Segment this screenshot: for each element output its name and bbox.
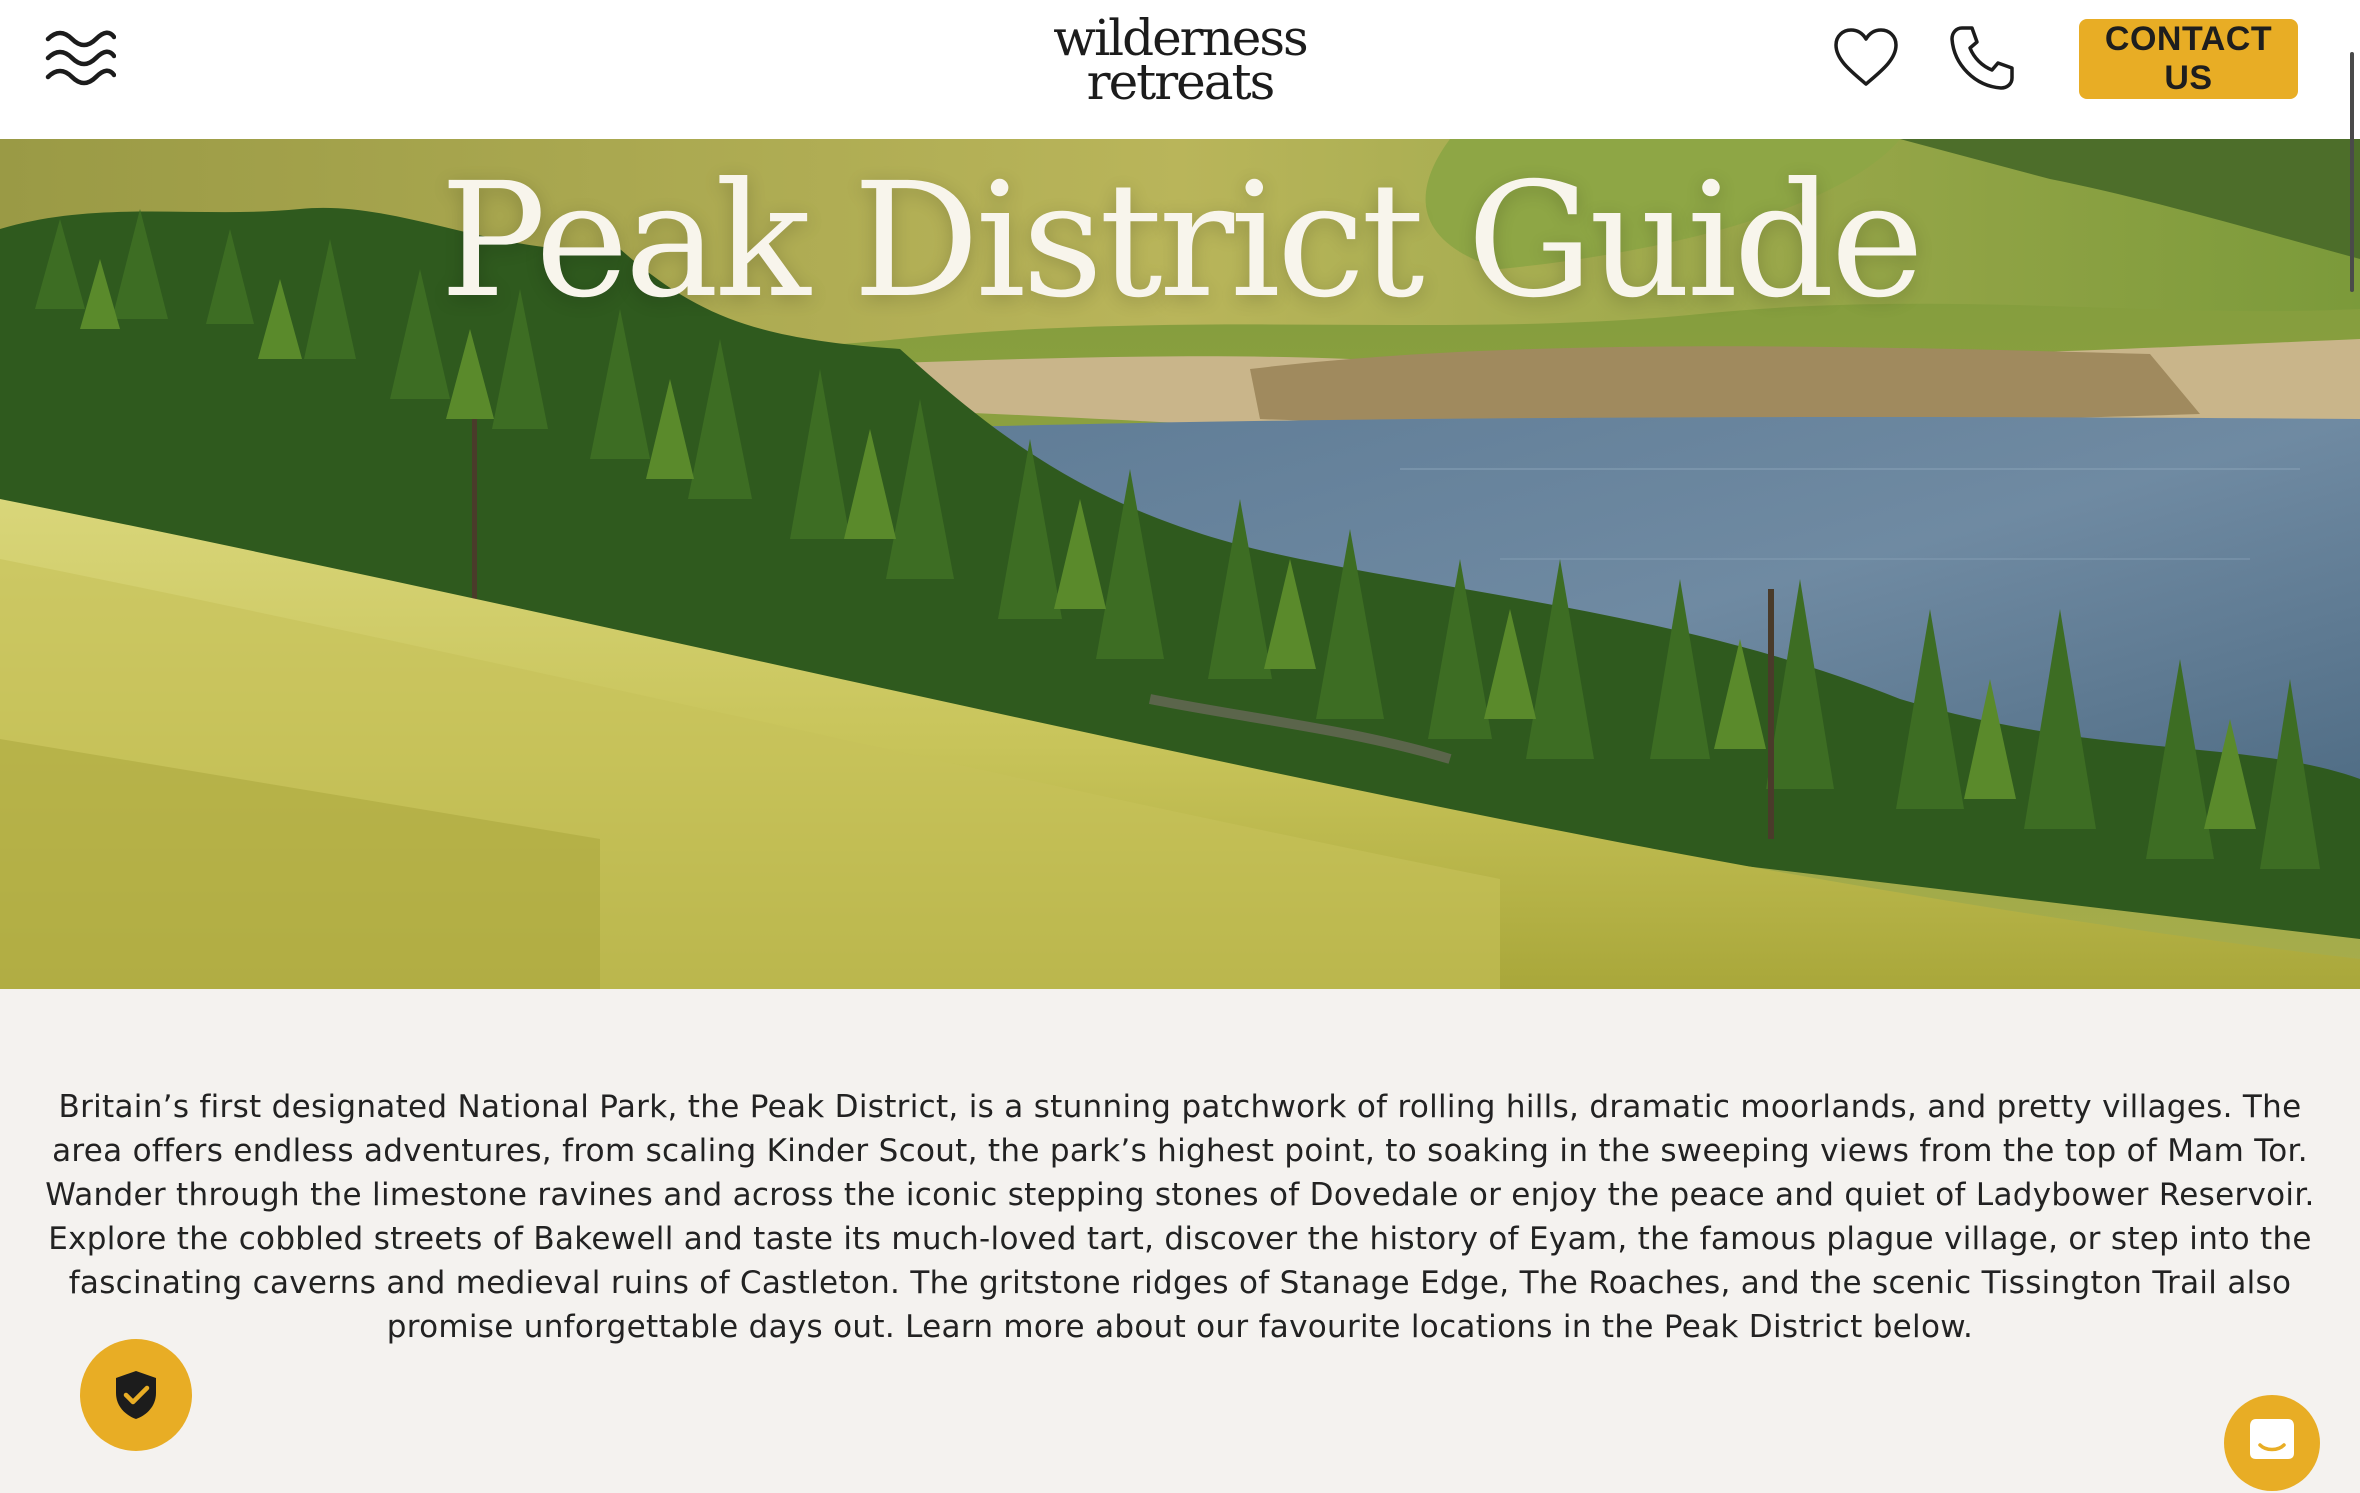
phone-button[interactable] [1948, 24, 2016, 92]
wavy-menu-icon [44, 27, 116, 89]
logo-line-1: wilderness [1053, 9, 1307, 67]
hero-section [0, 139, 2360, 989]
chat-button[interactable] [2224, 1395, 2320, 1491]
logo-line-2: retreats [1086, 53, 1274, 111]
page-scrollbar[interactable] [2350, 52, 2354, 292]
shield-check-icon [112, 1369, 160, 1421]
menu-button[interactable] [44, 27, 116, 89]
phone-icon [1948, 24, 2016, 92]
favourites-button[interactable] [1832, 26, 1900, 90]
heart-icon [1832, 26, 1900, 90]
contact-us-button[interactable]: CONTACT US [2079, 19, 2298, 99]
site-header [0, 0, 2360, 139]
chat-icon [2248, 1417, 2296, 1467]
privacy-settings-button[interactable] [80, 1339, 192, 1451]
intro-paragraph: Britain’s first designated National Park, the Peak District, is a stunning patchwork of rolling hills, dramatic moorlands, and pretty villages. The area offers endless adventures, from scaling Kinder Scout, the park’s highest point, to soaking in the sweeping views from the top of Mam Tor. Wander through the limestone ravines and across the iconic stepping stones of Dovedale or enjoy the peace and quiet of Ladybower Reservoir. Explore the cobbled streets of Bakewell and taste its much-loved tart, discover the history of Eyam, the famous plague village, or step into the fascinating caverns and medieval ruins of Castleton. The gritstone ridges of Stanage Edge, The Roaches, and the scenic Tissington Trail also promise unforgettable days out. Learn more about our favourite locations in the Peak District below. [45, 1089, 2315, 1345]
site-logo[interactable] [1040, 9, 1320, 111]
page-title: Peak District Guide [439, 149, 1921, 333]
